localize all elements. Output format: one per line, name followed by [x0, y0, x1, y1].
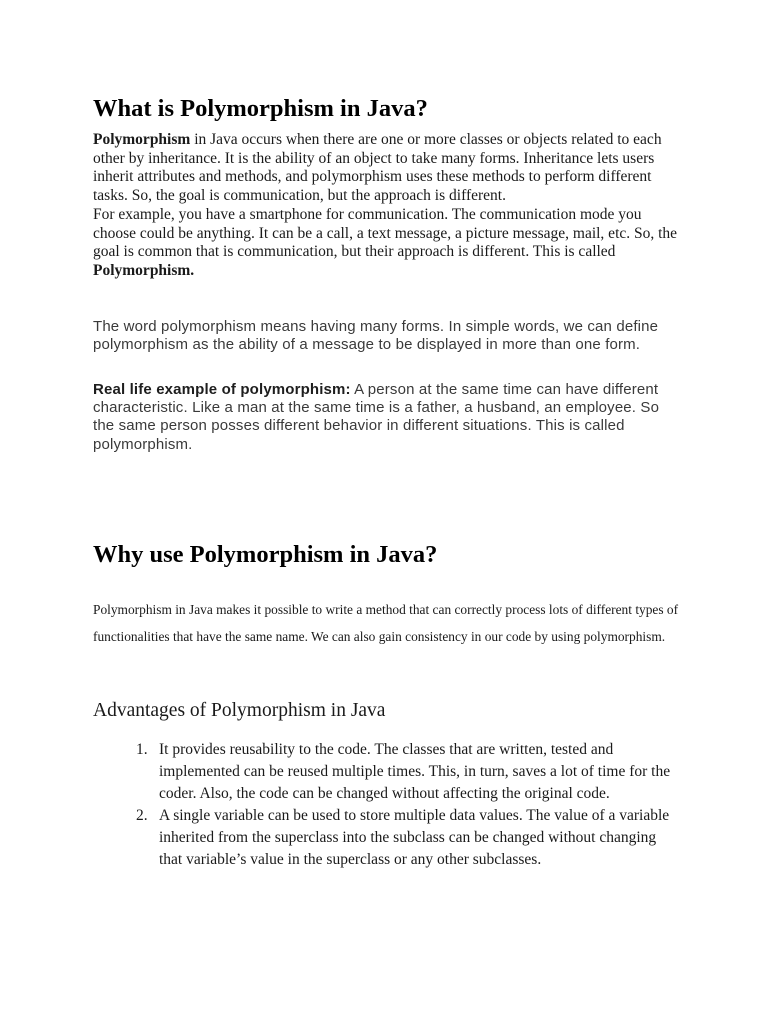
list-item-number: 2. — [136, 807, 148, 824]
word-meaning-paragraph: The word polymorphism means having many forms. In simple words, we can define polymorphism as the ability of a message to be displayed in more than one form. — [93, 318, 659, 354]
real-life-example-label: Real life example of polymorphism: — [93, 381, 351, 398]
intro-text: in Java occurs when there are one or more classes or objects related to each other by inheritance. It is the ability of an object to take many forms. Inheritance lets users inherit attributes and methods, and polymorphism uses these methods to perform different tasks. So, the goal is communication, but the approach is different. — [93, 131, 662, 205]
real-life-example-text: A person at the same time can have different characteristic. Like a man at the same time is a father, a husband, an employee. So the same person posses different behavior in different situations. This is called polymorphism. — [93, 381, 660, 453]
intro-bold-term: Polymorphism — [93, 131, 191, 148]
list-item-text: It provides reusability to the code. The classes that are written, tested and implemented can be reused multiple times. This, in turn, saves a lot of time for the coder. Also, the code can be changed without affecting the original code. — [159, 741, 671, 802]
real-life-example-paragraph — [93, 381, 683, 454]
why-use-paragraph: Polymorphism in Java makes it possible to write a method that can correctly process lots of different types of functionalities that have the same name. We can also gain consistency in our code by using polymorphism. — [93, 602, 679, 644]
list-item-text: A single variable can be used to store multiple data values. The value of a variable inherited from the superclass into the subclass can be changed without changing that variable’s value in the superclass or any other subclasses. — [159, 807, 670, 868]
heading-what-is-polymorphism: What is Polymorphism in Java? — [93, 95, 428, 122]
list-item — [93, 805, 683, 871]
list-item-number: 1. — [136, 741, 148, 758]
advantages-list — [93, 739, 683, 871]
heading-advantages: Advantages of Polymorphism in Java — [93, 700, 386, 721]
intro-paragraph — [93, 131, 683, 281]
heading-why-use-polymorphism: Why use Polymorphism in Java? — [93, 541, 438, 568]
list-item — [93, 739, 683, 805]
example-bold-term: Polymorphism. — [93, 261, 195, 279]
example-text: For example, you have a smartphone for communication. The communication mode you choose could be anything. It can be a call, a text message, a picture message, mail, etc. So, the goal is common that is communication, but their approach is different. This is called — [93, 205, 678, 261]
